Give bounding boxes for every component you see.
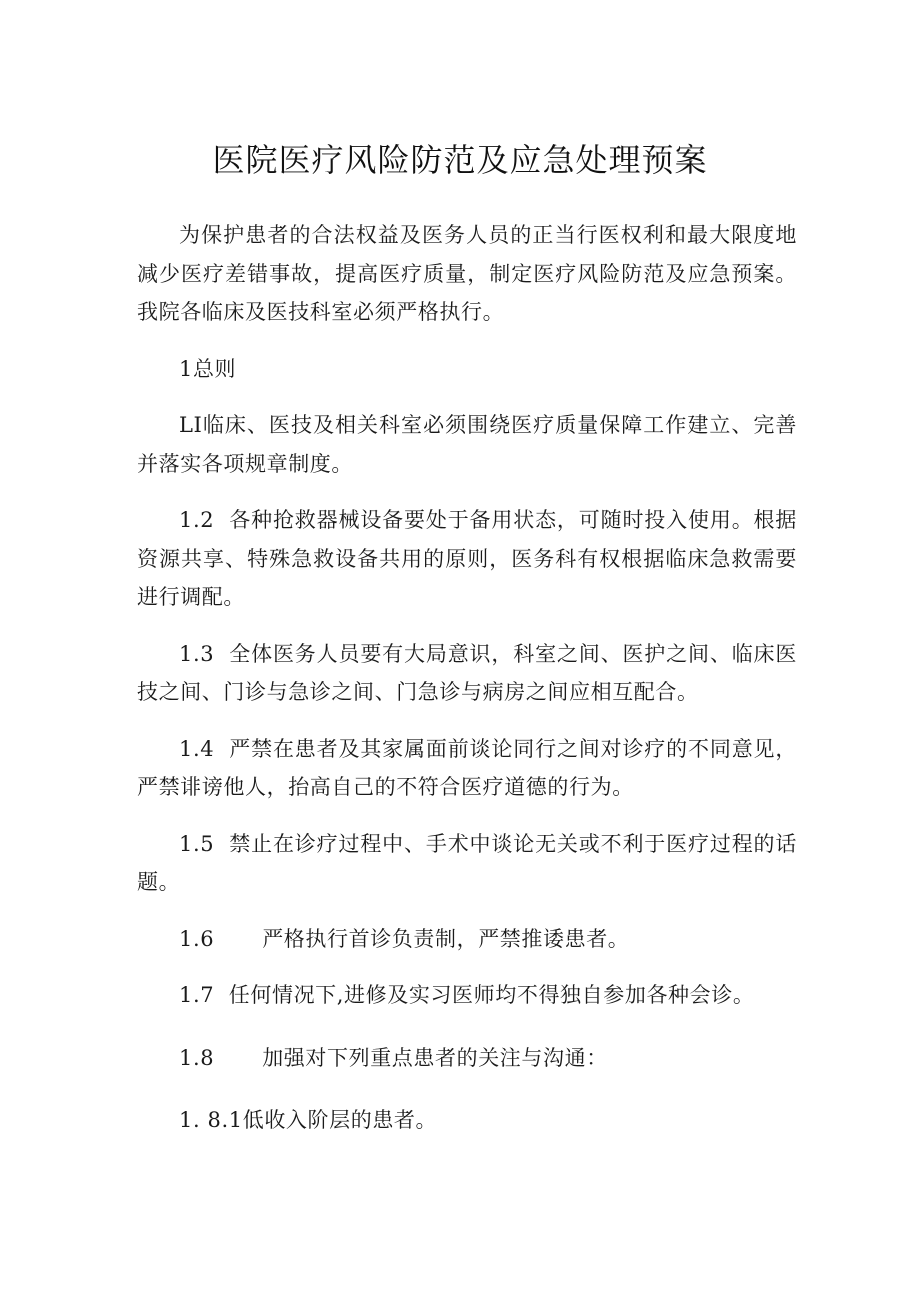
clause-number: 1.2 bbox=[179, 508, 215, 532]
document-body bbox=[137, 216, 797, 1140]
clause-number: 1.7 bbox=[179, 983, 215, 1007]
clause-text: 严禁在患者及其家属面前谈论同行之间对诊疗的不同意见，严禁诽谤他人，抬高自己的不符合医疗道德的行为。 bbox=[137, 736, 797, 799]
clause-number: 1.3 bbox=[179, 641, 215, 666]
clause-1-1 bbox=[137, 406, 797, 483]
clause-text: 加强对下列重点患者的关注与沟通： bbox=[262, 1045, 608, 1070]
clause-number: 1.6 bbox=[179, 926, 215, 951]
clause-1-7 bbox=[137, 976, 797, 1015]
clause-1-4 bbox=[137, 730, 797, 807]
clause-text: 临床、医技及相关科室必须围绕医疗质量保障工作建立、完善并落实各项规章制度。 bbox=[137, 413, 797, 476]
clause-1-2 bbox=[137, 501, 797, 617]
clause-text: 各种抢救器械设备要处于备用状态，可随时投入使用。根据资源共享、特殊急救设备共用的原则，医务科有权根据临床急救需要进行调配。 bbox=[137, 508, 797, 609]
clause-number: 1.8 bbox=[179, 1045, 215, 1070]
section-heading: 1总则 bbox=[179, 356, 237, 381]
clause-number: 1.5 bbox=[179, 831, 215, 856]
intro-paragraph: 为保护患者的合法权益及医务人员的正当行医权利和最大限度地减少医疗差错事故，提高医疗质量，制定医疗风险防范及应急预案。我院各临床及医技科室必须严格执行。 bbox=[137, 223, 797, 324]
clause-text: 任何情况下,进修及实习医师均不得独自参加各种会诊。 bbox=[228, 983, 755, 1007]
clause-number: 1.4 bbox=[179, 736, 215, 761]
clause-1-6 bbox=[137, 920, 797, 959]
clause-number: 1. 8.1 bbox=[179, 1108, 243, 1132]
clause-text: 禁止在诊疗过程中、手术中谈论无关或不利于医疗过程的话题。 bbox=[137, 831, 797, 894]
clause-number: LI bbox=[179, 413, 203, 437]
clause-1-8-1 bbox=[137, 1101, 797, 1140]
document-title: 医院医疗风险防范及应急处理预案 bbox=[212, 141, 708, 179]
clause-text: 低收入阶层的患者。 bbox=[242, 1108, 438, 1132]
clause-text: 全体医务人员要有大局意识，科室之间、医护之间、临床医技之间、门诊与急诊之间、门急诊与病房之间应相互配合。 bbox=[137, 641, 797, 704]
clause-1-3 bbox=[137, 635, 797, 712]
clause-1-5 bbox=[137, 825, 797, 902]
clause-1-8 bbox=[137, 1039, 797, 1078]
clause-text: 严格执行首诊负责制，严禁推诿患者。 bbox=[262, 926, 630, 951]
